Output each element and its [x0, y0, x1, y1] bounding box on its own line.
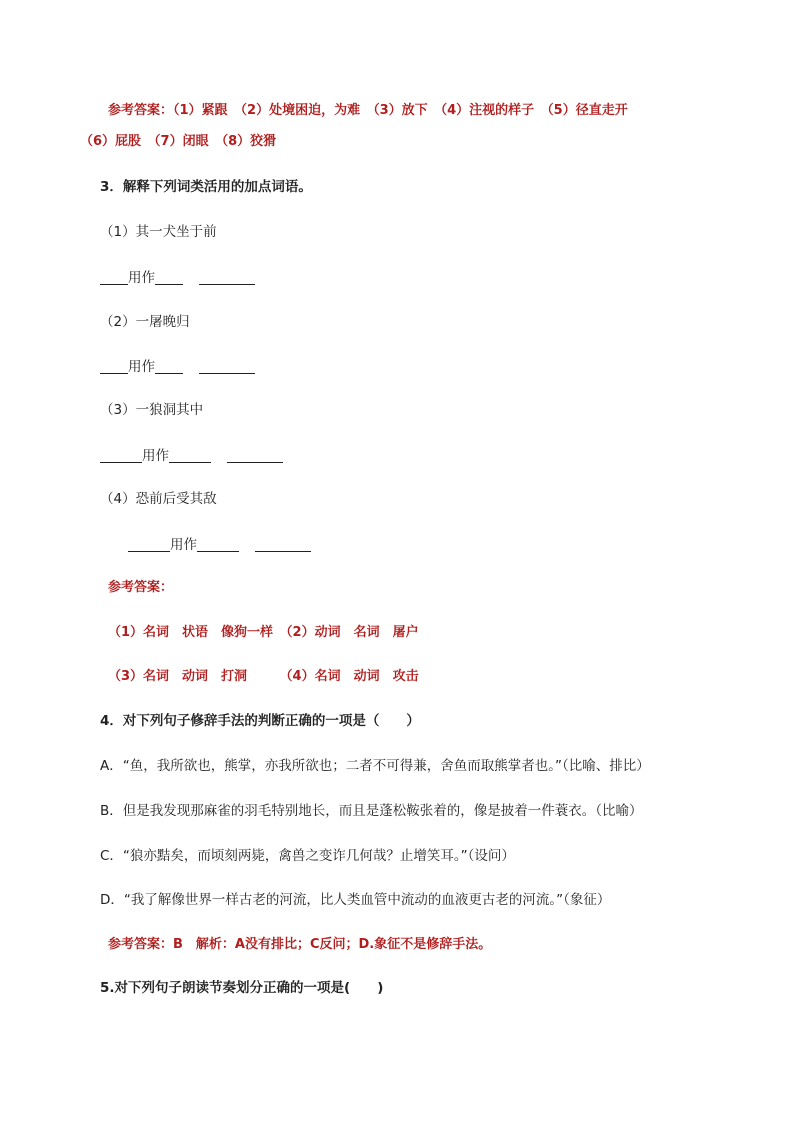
blank[interactable] — [128, 537, 170, 552]
blank[interactable] — [199, 270, 255, 285]
q3-item-3-fill-row — [100, 446, 283, 466]
blank[interactable] — [155, 270, 183, 285]
blank[interactable] — [100, 448, 142, 463]
blank[interactable] — [100, 359, 128, 374]
blank[interactable] — [155, 359, 183, 374]
question-4-title: 4．对下列句子修辞手法的判断正确的一项是（ ） — [100, 713, 420, 729]
q3-item-4-label: （4）恐前后受其敌 — [100, 491, 217, 507]
question-3-title: 3．解释下列词类活用的加点词语。 — [100, 179, 312, 195]
q3-item-2-fill-row — [100, 357, 255, 377]
answer-key-q3-line1: （1）名词 状语 像狗一样 （2）动词 名词 屠户 — [108, 625, 419, 640]
blank[interactable] — [100, 270, 128, 285]
fill-word: 用作 — [170, 537, 197, 553]
q4-option-b: B．但是我发现那麻雀的羽毛特别地长，而且是蓬松鞍张着的，像是披着一件蓑衣。（比喻） — [100, 803, 643, 819]
answer-key-q3-line2: （3）名词 动词 打洞 （4）名词 动词 攻击 — [108, 669, 419, 684]
blank[interactable] — [227, 448, 283, 463]
q4-option-c: C．“狼亦黠矣，而顷刻两毙，禽兽之变诈几何哉？止增笑耳。”（设问） — [100, 848, 515, 864]
q3-item-4-fill-row — [128, 535, 311, 555]
q3-item-2-label: （2）一屠晚归 — [100, 314, 190, 330]
q3-item-1-label: （1）其一犬坐于前 — [100, 224, 217, 240]
q4-option-d: D．“我了解像世界一样古老的河流，比人类血管中流动的血液更古老的河流。”（象征） — [100, 892, 611, 908]
blank[interactable] — [255, 537, 311, 552]
question-5-title: 5.对下列句子朗读节奏划分正确的一项是( ) — [100, 980, 384, 996]
fill-word: 用作 — [128, 270, 155, 286]
answer-key-q4: 参考答案：B 解析：A没有排比；C反问；D.象征不是修辞手法。 — [108, 937, 492, 952]
q4-option-a: A．“鱼，我所欲也，熊掌，亦我所欲也；二者不可得兼，舍鱼而取熊掌者也。”（比喻、排比） — [100, 758, 650, 774]
q3-item-1-fill-row — [100, 268, 255, 288]
fill-word: 用作 — [128, 359, 155, 375]
blank[interactable] — [197, 537, 239, 552]
answer-key-q2-line1: 参考答案：（1）紧跟 （2）处境困迫，为难 （3）放下 （4）注视的样子 （5）径直走开 — [108, 103, 628, 118]
blank[interactable] — [169, 448, 211, 463]
fill-word: 用作 — [142, 448, 169, 464]
blank[interactable] — [199, 359, 255, 374]
answer-key-q2-line2: （6）屁股 （7）闭眼 （8）狡猾 — [80, 134, 277, 149]
q3-item-3-label: （3）一狼洞其中 — [100, 402, 204, 418]
answer-key-q3-heading: 参考答案： — [108, 580, 174, 595]
